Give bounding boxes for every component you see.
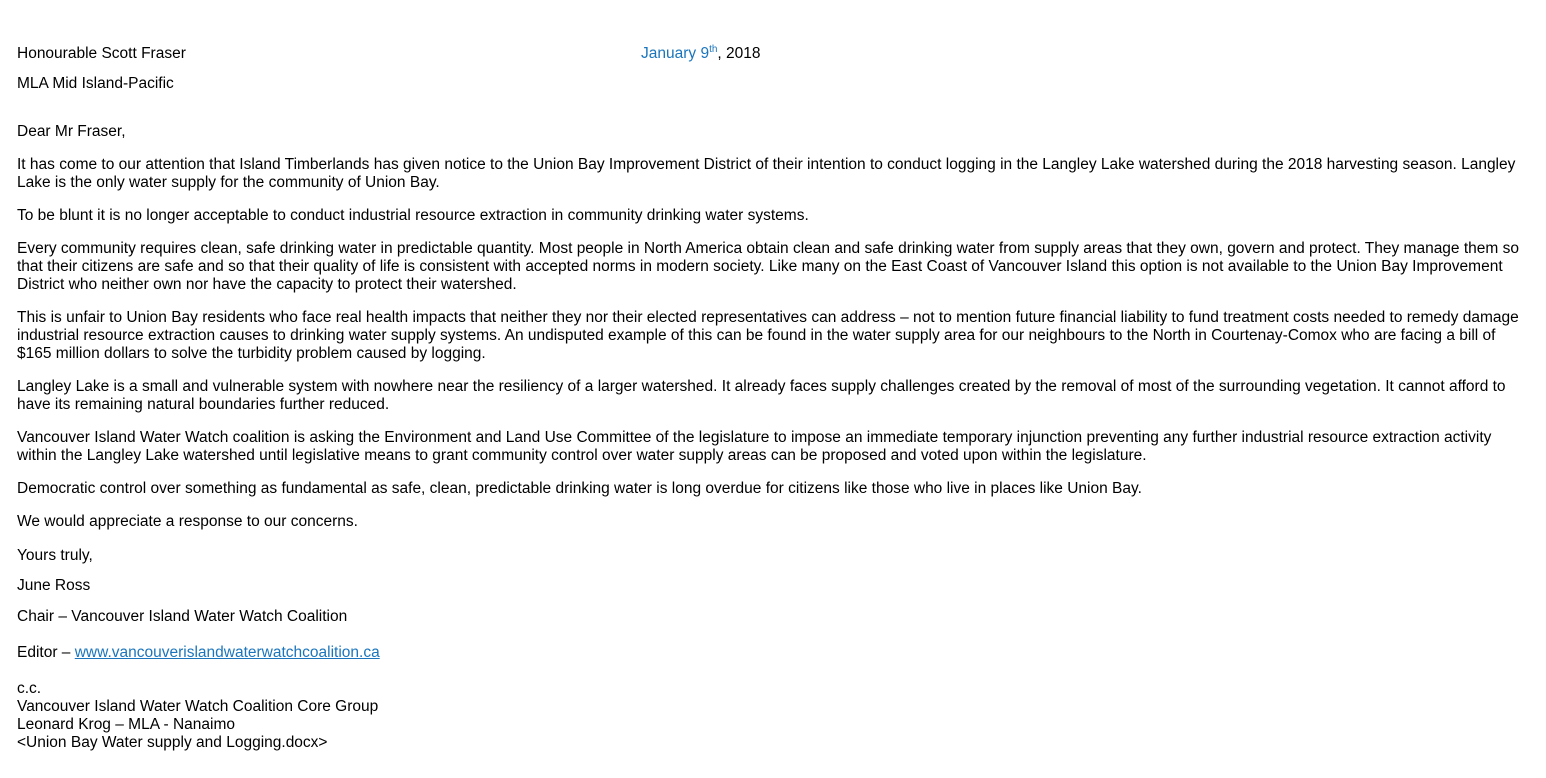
recipient-name: Honourable Scott Fraser xyxy=(17,45,186,62)
paragraph-response-request: We would appreciate a response to our concerns. xyxy=(17,513,358,530)
salutation: Dear Mr Fraser, xyxy=(17,123,126,140)
paragraph-blunt: To be blunt it is no longer acceptable to conduct industrial resource extraction in community drinking water systems. xyxy=(17,207,809,224)
closing: Yours truly, xyxy=(17,547,93,564)
signature-name: June Ross xyxy=(17,577,91,594)
date-link[interactable] xyxy=(641,45,717,62)
cc-item-core-group: Vancouver Island Water Watch Coalition Core Group xyxy=(17,698,379,715)
cc-block xyxy=(17,680,1520,752)
date-year: , 2018 xyxy=(717,45,761,62)
paragraph-langley-lake: Langley Lake is a small and vulnerable system with nowhere near the resiliency of a larger watershed. It already faces supply challenges created by the removal of most of the surrounding vegetation. It cannot afford to have its remaining natural boundaries further reduced. xyxy=(17,378,1506,413)
paragraph-unfair: This is unfair to Union Bay residents who face real health impacts that neither they nor their elected representatives can address – not to mention future financial liability to fund treatment costs needed to remedy damage industrial resource extraction causes to drinking water supply systems. An undisputed example of this can be found in the water supply area for our neighbours to the North in Courtenay-Comox who are facing a bill of $165 million dollars to solve the turbidity problem caused by logging. xyxy=(17,309,1519,362)
cc-item-leonard-krog: Leonard Krog – MLA - Nanaimo xyxy=(17,716,235,733)
signature-title: Chair – Vancouver Island Water Watch Coalition xyxy=(17,608,348,625)
recipient-title: MLA Mid Island-Pacific xyxy=(17,75,174,92)
editor-label: Editor – xyxy=(17,644,75,661)
paragraph-democratic-control: Democratic control over something as fundamental as safe, clean, predictable drinking water is long overdue for citizens like those who live in places like Union Bay. xyxy=(17,480,1142,497)
paragraph-community: Every community requires clean, safe drinking water in predictable quantity. Most people in North America obtain clean and safe drinking water from supply areas that they own, govern and protect. They manage them so that their citizens are safe and so that their quality of life is consistent with accepted norms in modern society. Like many on the East Coast of Vancouver Island this option is not available to the Union Bay Improvement District who neither own nor have the capacity to protect their watershed. xyxy=(17,240,1519,293)
date-main: January 9 xyxy=(641,45,710,62)
letter-date xyxy=(641,45,761,63)
paragraph-notice: It has come to our attention that Island Timberlands has given notice to the Union Bay Improvement District of their intention to conduct logging in the Langley Lake watershed during the 2018 harvesting season. Langley Lake is the only water supply for the community of Union Bay. xyxy=(17,156,1516,191)
date-ordinal: th xyxy=(709,43,718,55)
letter-header xyxy=(17,45,1520,63)
cc-label: c.c. xyxy=(17,680,42,697)
cc-item-attachment: <Union Bay Water supply and Logging.docx> xyxy=(17,734,328,751)
editor-line xyxy=(17,644,1520,662)
paragraph-injunction-request: Vancouver Island Water Watch coalition is asking the Environment and Land Use Committee of the legislature to impose an immediate temporary injunction preventing any further industrial resource extraction activity within the Langley Lake watershed until legislative means to grant community control over water supply areas can be proposed and voted upon within the legislature. xyxy=(17,429,1492,464)
website-link[interactable]: www.vancouverislandwaterwatchcoalition.ca xyxy=(74,644,380,661)
